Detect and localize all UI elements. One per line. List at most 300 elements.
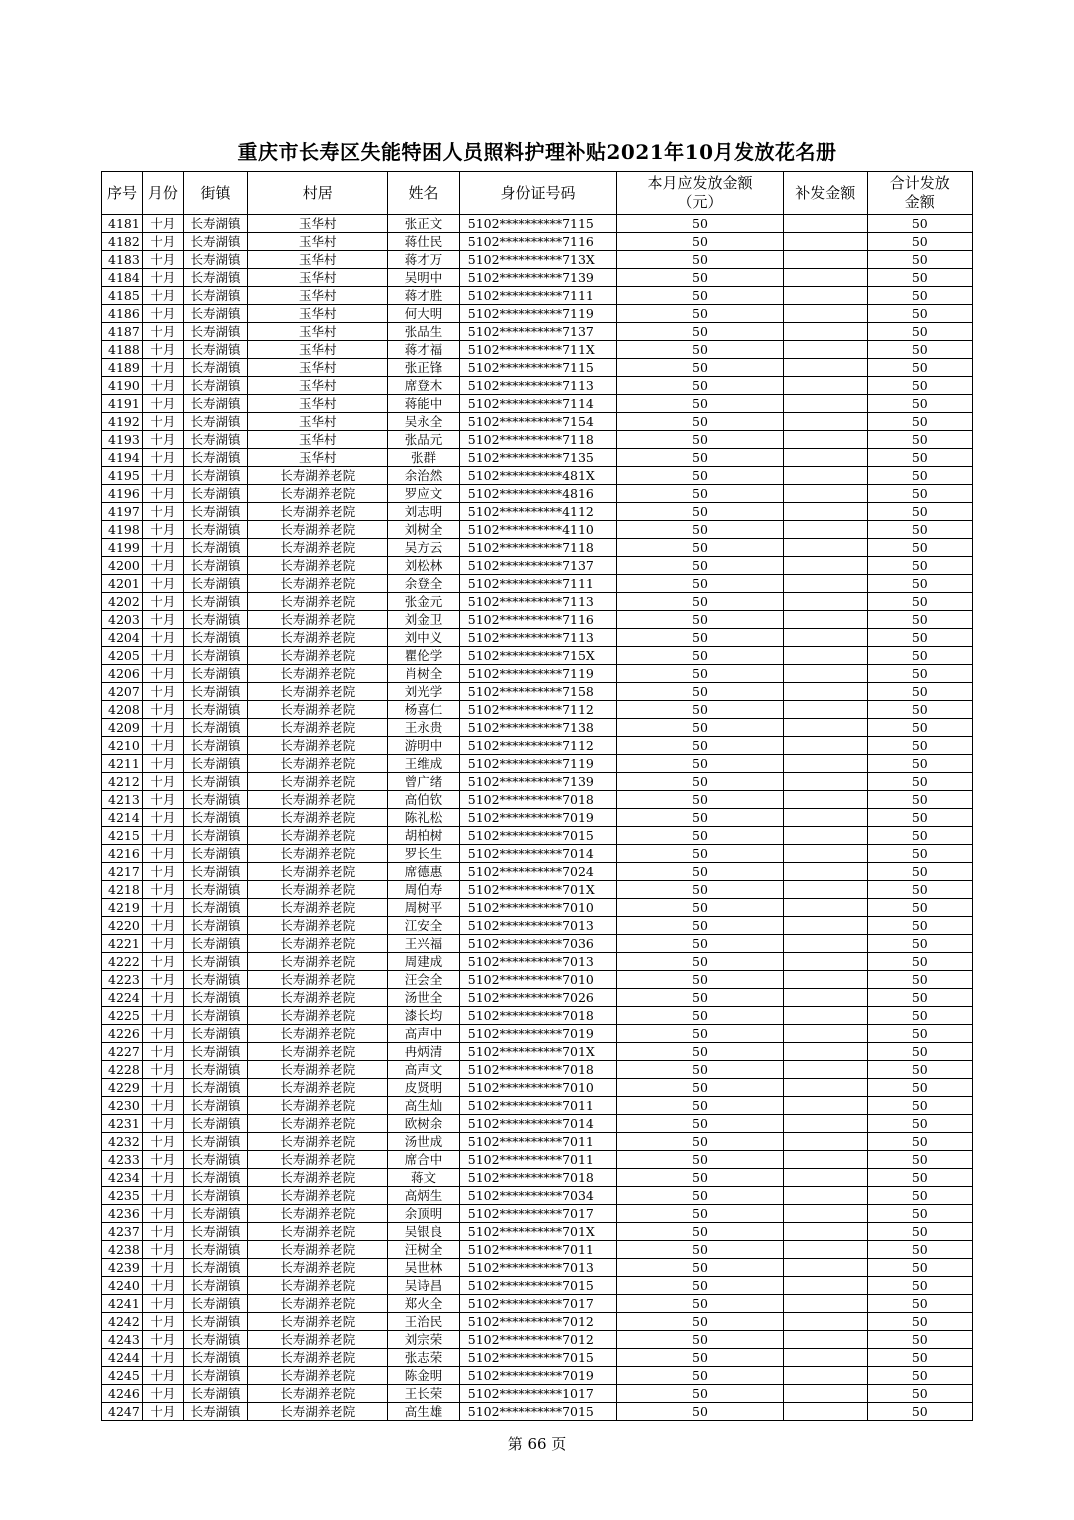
cell-month: 十月 (142, 1205, 183, 1223)
cell-town: 长寿湖镇 (183, 755, 247, 773)
cell-town: 长寿湖镇 (183, 1097, 247, 1115)
cell-back-pay (783, 1079, 867, 1097)
cell-id-number: 5102**********711X (459, 341, 616, 359)
cell-back-pay (783, 1007, 867, 1025)
cell-id-number: 5102**********7119 (459, 755, 616, 773)
cell-name: 郑火全 (388, 1295, 460, 1313)
cell-monthly-amount: 50 (617, 1349, 784, 1367)
cell-town: 长寿湖镇 (183, 1241, 247, 1259)
table-row (102, 233, 973, 251)
cell-seq: 4202 (102, 593, 143, 611)
cell-town: 长寿湖镇 (183, 683, 247, 701)
cell-total-amount: 50 (867, 323, 972, 341)
cell-month: 十月 (142, 899, 183, 917)
cell-name: 汤世成 (388, 1133, 460, 1151)
cell-back-pay (783, 1223, 867, 1241)
table-row (102, 1205, 973, 1223)
cell-name: 高声文 (388, 1061, 460, 1079)
cell-name: 胡柏树 (388, 827, 460, 845)
header-back-pay: 补发金额 (783, 172, 867, 215)
table-row (102, 665, 973, 683)
cell-total-amount: 50 (867, 1061, 972, 1079)
cell-total-amount: 50 (867, 449, 972, 467)
cell-seq: 4210 (102, 737, 143, 755)
cell-seq: 4214 (102, 809, 143, 827)
cell-town: 长寿湖镇 (183, 971, 247, 989)
cell-village: 长寿湖养老院 (248, 575, 388, 593)
cell-id-number: 5102**********7011 (459, 1241, 616, 1259)
cell-name: 王兴福 (388, 935, 460, 953)
cell-total-amount: 50 (867, 287, 972, 305)
cell-back-pay (783, 611, 867, 629)
cell-month: 十月 (142, 1061, 183, 1079)
cell-back-pay (783, 1403, 867, 1421)
cell-id-number: 5102**********481X (459, 467, 616, 485)
cell-id-number: 5102**********7112 (459, 737, 616, 755)
cell-village: 长寿湖养老院 (248, 1349, 388, 1367)
header-month: 月份 (142, 172, 183, 215)
cell-id-number: 5102**********7135 (459, 449, 616, 467)
cell-total-amount: 50 (867, 719, 972, 737)
table-row (102, 1115, 973, 1133)
table-row (102, 449, 973, 467)
cell-back-pay (783, 1331, 867, 1349)
cell-name: 周建成 (388, 953, 460, 971)
table-row (102, 215, 973, 233)
cell-month: 十月 (142, 1223, 183, 1241)
cell-back-pay (783, 791, 867, 809)
cell-village: 玉华村 (248, 395, 388, 413)
table-row (102, 989, 973, 1007)
table-row (102, 1331, 973, 1349)
cell-back-pay (783, 629, 867, 647)
cell-name: 高炳生 (388, 1187, 460, 1205)
cell-seq: 4207 (102, 683, 143, 701)
cell-month: 十月 (142, 557, 183, 575)
cell-seq: 4205 (102, 647, 143, 665)
cell-village: 长寿湖养老院 (248, 1313, 388, 1331)
table-row (102, 503, 973, 521)
cell-village: 长寿湖养老院 (248, 899, 388, 917)
cell-month: 十月 (142, 665, 183, 683)
cell-town: 长寿湖镇 (183, 1259, 247, 1277)
cell-town: 长寿湖镇 (183, 899, 247, 917)
cell-name: 蒋才福 (388, 341, 460, 359)
cell-name: 吴明中 (388, 269, 460, 287)
cell-town: 长寿湖镇 (183, 1223, 247, 1241)
cell-seq: 4186 (102, 305, 143, 323)
cell-monthly-amount: 50 (617, 377, 784, 395)
cell-monthly-amount: 50 (617, 1151, 784, 1169)
cell-month: 十月 (142, 629, 183, 647)
cell-seq: 4199 (102, 539, 143, 557)
cell-back-pay (783, 1115, 867, 1133)
cell-name: 蒋能中 (388, 395, 460, 413)
cell-name: 蒋才万 (388, 251, 460, 269)
table-row (102, 1079, 973, 1097)
cell-seq: 4181 (102, 215, 143, 233)
cell-id-number: 5102**********7119 (459, 305, 616, 323)
cell-seq: 4223 (102, 971, 143, 989)
cell-total-amount: 50 (867, 701, 972, 719)
table-row (102, 755, 973, 773)
cell-back-pay (783, 1367, 867, 1385)
cell-monthly-amount: 50 (617, 395, 784, 413)
cell-month: 十月 (142, 287, 183, 305)
cell-name: 陈金明 (388, 1367, 460, 1385)
cell-name: 刘志明 (388, 503, 460, 521)
cell-town: 长寿湖镇 (183, 1313, 247, 1331)
cell-village: 长寿湖养老院 (248, 881, 388, 899)
cell-town: 长寿湖镇 (183, 1349, 247, 1367)
cell-village: 长寿湖养老院 (248, 683, 388, 701)
cell-month: 十月 (142, 683, 183, 701)
cell-name: 肖树全 (388, 665, 460, 683)
cell-village: 玉华村 (248, 341, 388, 359)
cell-town: 长寿湖镇 (183, 413, 247, 431)
cell-back-pay (783, 1259, 867, 1277)
cell-back-pay (783, 1187, 867, 1205)
header-total-amount-text: 合计发放金额 (889, 174, 950, 211)
cell-month: 十月 (142, 251, 183, 269)
cell-village: 长寿湖养老院 (248, 1061, 388, 1079)
cell-seq: 4240 (102, 1277, 143, 1295)
cell-id-number: 5102**********7116 (459, 233, 616, 251)
cell-total-amount: 50 (867, 1133, 972, 1151)
cell-village: 长寿湖养老院 (248, 773, 388, 791)
cell-seq: 4221 (102, 935, 143, 953)
cell-monthly-amount: 50 (617, 683, 784, 701)
cell-monthly-amount: 50 (617, 755, 784, 773)
cell-village: 长寿湖养老院 (248, 1367, 388, 1385)
cell-monthly-amount: 50 (617, 701, 784, 719)
cell-monthly-amount: 50 (617, 1061, 784, 1079)
cell-back-pay (783, 827, 867, 845)
cell-month: 十月 (142, 485, 183, 503)
cell-name: 刘宗荣 (388, 1331, 460, 1349)
table-row (102, 899, 973, 917)
cell-id-number: 5102**********7010 (459, 899, 616, 917)
cell-back-pay (783, 1025, 867, 1043)
header-town: 街镇 (183, 172, 247, 215)
cell-id-number: 5102**********7118 (459, 539, 616, 557)
cell-town: 长寿湖镇 (183, 1277, 247, 1295)
table-body (102, 215, 973, 1421)
cell-id-number: 5102**********7011 (459, 1133, 616, 1151)
cell-total-amount: 50 (867, 845, 972, 863)
table-row (102, 377, 973, 395)
cell-total-amount: 50 (867, 521, 972, 539)
cell-id-number: 5102**********7113 (459, 629, 616, 647)
table-row (102, 737, 973, 755)
cell-monthly-amount: 50 (617, 1079, 784, 1097)
cell-id-number: 5102**********7119 (459, 665, 616, 683)
table-row (102, 575, 973, 593)
cell-town: 长寿湖镇 (183, 1187, 247, 1205)
cell-month: 十月 (142, 233, 183, 251)
cell-monthly-amount: 50 (617, 611, 784, 629)
cell-total-amount: 50 (867, 881, 972, 899)
cell-town: 长寿湖镇 (183, 1331, 247, 1349)
table-row (102, 521, 973, 539)
cell-total-amount: 50 (867, 1097, 972, 1115)
cell-seq: 4231 (102, 1115, 143, 1133)
cell-seq: 4182 (102, 233, 143, 251)
cell-month: 十月 (142, 1169, 183, 1187)
cell-total-amount: 50 (867, 953, 972, 971)
cell-back-pay (783, 1241, 867, 1259)
cell-name: 罗应文 (388, 485, 460, 503)
cell-month: 十月 (142, 215, 183, 233)
cell-month: 十月 (142, 845, 183, 863)
cell-id-number: 5102**********7013 (459, 953, 616, 971)
cell-id-number: 5102**********7116 (459, 611, 616, 629)
cell-town: 长寿湖镇 (183, 251, 247, 269)
cell-town: 长寿湖镇 (183, 1043, 247, 1061)
cell-month: 十月 (142, 521, 183, 539)
cell-name: 王长荣 (388, 1385, 460, 1403)
cell-seq: 4226 (102, 1025, 143, 1043)
cell-town: 长寿湖镇 (183, 575, 247, 593)
cell-back-pay (783, 485, 867, 503)
cell-month: 十月 (142, 503, 183, 521)
cell-seq: 4237 (102, 1223, 143, 1241)
cell-town: 长寿湖镇 (183, 359, 247, 377)
cell-seq: 4234 (102, 1169, 143, 1187)
cell-monthly-amount: 50 (617, 665, 784, 683)
cell-village: 长寿湖养老院 (248, 1187, 388, 1205)
cell-monthly-amount: 50 (617, 287, 784, 305)
cell-back-pay (783, 449, 867, 467)
cell-back-pay (783, 917, 867, 935)
cell-village: 长寿湖养老院 (248, 1331, 388, 1349)
cell-back-pay (783, 1205, 867, 1223)
cell-village: 长寿湖养老院 (248, 1133, 388, 1151)
cell-town: 长寿湖镇 (183, 1367, 247, 1385)
cell-name: 高声中 (388, 1025, 460, 1043)
cell-total-amount: 50 (867, 1151, 972, 1169)
cell-id-number: 5102**********7115 (459, 359, 616, 377)
cell-month: 十月 (142, 1187, 183, 1205)
cell-month: 十月 (142, 323, 183, 341)
cell-name: 席德惠 (388, 863, 460, 881)
cell-monthly-amount: 50 (617, 953, 784, 971)
cell-seq: 4184 (102, 269, 143, 287)
cell-total-amount: 50 (867, 269, 972, 287)
cell-id-number: 5102**********7139 (459, 773, 616, 791)
cell-monthly-amount: 50 (617, 863, 784, 881)
table-row (102, 953, 973, 971)
cell-month: 十月 (142, 1151, 183, 1169)
cell-month: 十月 (142, 773, 183, 791)
cell-town: 长寿湖镇 (183, 1403, 247, 1421)
cell-month: 十月 (142, 467, 183, 485)
table-row (102, 305, 973, 323)
cell-name: 吴银良 (388, 1223, 460, 1241)
cell-id-number: 5102**********7139 (459, 269, 616, 287)
cell-total-amount: 50 (867, 557, 972, 575)
cell-town: 长寿湖镇 (183, 809, 247, 827)
cell-town: 长寿湖镇 (183, 1295, 247, 1313)
cell-seq: 4233 (102, 1151, 143, 1169)
cell-village: 长寿湖养老院 (248, 989, 388, 1007)
cell-back-pay (783, 1097, 867, 1115)
cell-town: 长寿湖镇 (183, 593, 247, 611)
cell-back-pay (783, 233, 867, 251)
cell-total-amount: 50 (867, 251, 972, 269)
cell-total-amount: 50 (867, 1115, 972, 1133)
cell-id-number: 5102**********7113 (459, 377, 616, 395)
cell-total-amount: 50 (867, 539, 972, 557)
cell-town: 长寿湖镇 (183, 827, 247, 845)
cell-seq: 4203 (102, 611, 143, 629)
cell-monthly-amount: 50 (617, 557, 784, 575)
table-row (102, 1007, 973, 1025)
cell-total-amount: 50 (867, 827, 972, 845)
cell-town: 长寿湖镇 (183, 323, 247, 341)
cell-seq: 4247 (102, 1403, 143, 1421)
cell-seq: 4243 (102, 1331, 143, 1349)
page-title: 重庆市长寿区失能特困人员照料护理补贴2021年10月发放花名册 (237, 140, 837, 164)
header-id-number: 身份证号码 (459, 172, 616, 215)
cell-id-number: 5102**********7019 (459, 809, 616, 827)
cell-id-number: 5102**********7018 (459, 1007, 616, 1025)
cell-village: 长寿湖养老院 (248, 701, 388, 719)
cell-back-pay (783, 377, 867, 395)
cell-village: 玉华村 (248, 251, 388, 269)
cell-town: 长寿湖镇 (183, 1079, 247, 1097)
table-row (102, 323, 973, 341)
table-row (102, 287, 973, 305)
cell-back-pay (783, 683, 867, 701)
table-row (102, 1133, 973, 1151)
table-row (102, 791, 973, 809)
cell-monthly-amount: 50 (617, 1133, 784, 1151)
cell-id-number: 5102**********7014 (459, 1115, 616, 1133)
cell-back-pay (783, 305, 867, 323)
cell-village: 长寿湖养老院 (248, 467, 388, 485)
header-name: 姓名 (388, 172, 460, 215)
cell-village: 长寿湖养老院 (248, 791, 388, 809)
cell-town: 长寿湖镇 (183, 1007, 247, 1025)
cell-name: 蒋文 (388, 1169, 460, 1187)
cell-id-number: 5102**********7118 (459, 431, 616, 449)
cell-name: 游明中 (388, 737, 460, 755)
cell-id-number: 5102**********7015 (459, 1277, 616, 1295)
cell-village: 长寿湖养老院 (248, 917, 388, 935)
cell-town: 长寿湖镇 (183, 1169, 247, 1187)
table-row (102, 827, 973, 845)
cell-month: 十月 (142, 341, 183, 359)
cell-month: 十月 (142, 1241, 183, 1259)
cell-id-number: 5102**********7012 (459, 1313, 616, 1331)
cell-back-pay (783, 1169, 867, 1187)
table-row (102, 935, 973, 953)
cell-seq: 4215 (102, 827, 143, 845)
cell-id-number: 5102**********7015 (459, 1403, 616, 1421)
cell-id-number: 5102**********7154 (459, 413, 616, 431)
cell-name: 吴方云 (388, 539, 460, 557)
cell-name: 杨喜仁 (388, 701, 460, 719)
cell-monthly-amount: 50 (617, 1097, 784, 1115)
cell-monthly-amount: 50 (617, 575, 784, 593)
cell-back-pay (783, 953, 867, 971)
cell-village: 长寿湖养老院 (248, 755, 388, 773)
cell-town: 长寿湖镇 (183, 557, 247, 575)
cell-monthly-amount: 50 (617, 305, 784, 323)
cell-town: 长寿湖镇 (183, 647, 247, 665)
cell-town: 长寿湖镇 (183, 1385, 247, 1403)
cell-monthly-amount: 50 (617, 1115, 784, 1133)
cell-town: 长寿湖镇 (183, 215, 247, 233)
cell-month: 十月 (142, 395, 183, 413)
cell-id-number: 5102**********715X (459, 647, 616, 665)
cell-id-number: 5102**********4112 (459, 503, 616, 521)
cell-name: 张品元 (388, 431, 460, 449)
cell-name: 张群 (388, 449, 460, 467)
cell-name: 席登木 (388, 377, 460, 395)
cell-month: 十月 (142, 1385, 183, 1403)
cell-seq: 4185 (102, 287, 143, 305)
cell-month: 十月 (142, 755, 183, 773)
cell-id-number: 5102**********7018 (459, 1061, 616, 1079)
cell-month: 十月 (142, 593, 183, 611)
cell-total-amount: 50 (867, 773, 972, 791)
cell-seq: 4224 (102, 989, 143, 1007)
cell-back-pay (783, 503, 867, 521)
cell-back-pay (783, 269, 867, 287)
cell-total-amount: 50 (867, 431, 972, 449)
cell-village: 长寿湖养老院 (248, 593, 388, 611)
cell-id-number: 5102**********7011 (459, 1097, 616, 1115)
table-row (102, 251, 973, 269)
cell-total-amount: 50 (867, 485, 972, 503)
cell-back-pay (783, 1277, 867, 1295)
cell-village: 长寿湖养老院 (248, 1205, 388, 1223)
cell-back-pay (783, 773, 867, 791)
cell-town: 长寿湖镇 (183, 791, 247, 809)
cell-village: 长寿湖养老院 (248, 971, 388, 989)
cell-monthly-amount: 50 (617, 341, 784, 359)
table-row (102, 917, 973, 935)
table-row (102, 269, 973, 287)
cell-monthly-amount: 50 (617, 1367, 784, 1385)
cell-month: 十月 (142, 1115, 183, 1133)
cell-name: 王永贵 (388, 719, 460, 737)
cell-month: 十月 (142, 1403, 183, 1421)
cell-name: 余顶明 (388, 1205, 460, 1223)
table-row (102, 359, 973, 377)
cell-town: 长寿湖镇 (183, 953, 247, 971)
cell-seq: 4239 (102, 1259, 143, 1277)
cell-monthly-amount: 50 (617, 1043, 784, 1061)
cell-id-number: 5102**********7011 (459, 1151, 616, 1169)
cell-seq: 4236 (102, 1205, 143, 1223)
cell-id-number: 5102**********7015 (459, 827, 616, 845)
cell-month: 十月 (142, 1295, 183, 1313)
page-number: 第 66 页 (507, 1435, 567, 1453)
cell-total-amount: 50 (867, 971, 972, 989)
cell-total-amount: 50 (867, 1043, 972, 1061)
cell-monthly-amount: 50 (617, 629, 784, 647)
cell-back-pay (783, 1133, 867, 1151)
cell-total-amount: 50 (867, 1169, 972, 1187)
cell-seq: 4225 (102, 1007, 143, 1025)
cell-seq: 4192 (102, 413, 143, 431)
cell-total-amount: 50 (867, 305, 972, 323)
cell-name: 余登全 (388, 575, 460, 593)
cell-monthly-amount: 50 (617, 1205, 784, 1223)
